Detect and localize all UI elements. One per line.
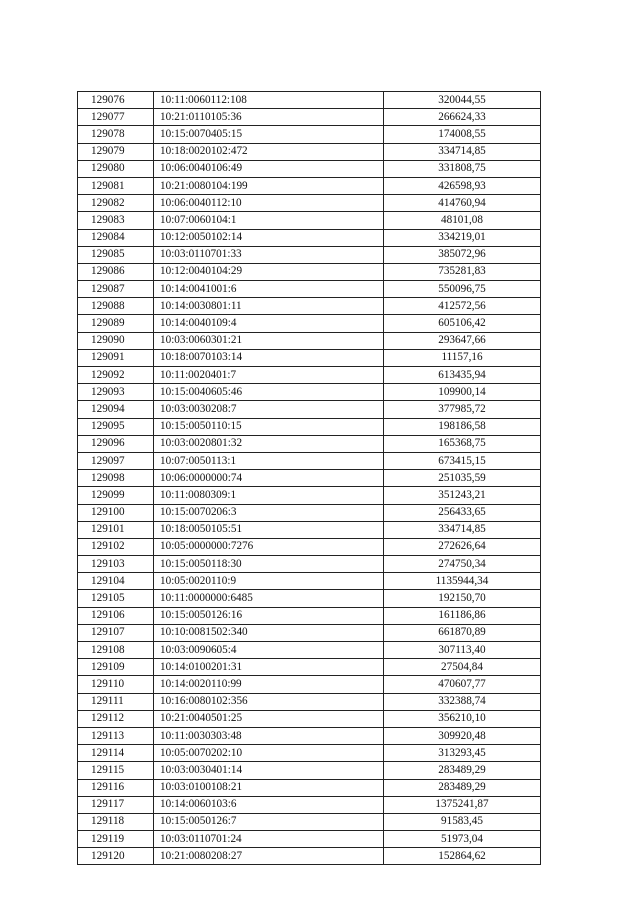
table-row [78, 556, 541, 573]
row-number-cell: 129093 [78, 384, 154, 401]
row-number-cell: 129111 [78, 693, 154, 710]
table-row [78, 590, 541, 607]
cadastral-value-cell: 1375241,87 [384, 796, 541, 813]
cadastral-number-cell: 10:11:0000000:6485 [154, 590, 384, 607]
cadastral-value-cell: 48101,08 [384, 212, 541, 229]
row-number-cell: 129105 [78, 590, 154, 607]
cadastral-value-cell: 198186,58 [384, 418, 541, 435]
table-row [78, 332, 541, 349]
table-row [78, 298, 541, 315]
cadastral-number-cell: 10:15:0070206:3 [154, 504, 384, 521]
row-number-cell: 129120 [78, 848, 154, 865]
table-row [78, 281, 541, 298]
cadastral-number-cell: 10:14:0060103:6 [154, 796, 384, 813]
row-number-cell: 129117 [78, 796, 154, 813]
table-body [78, 92, 541, 865]
table-row [78, 418, 541, 435]
row-number-cell: 129110 [78, 676, 154, 693]
cadastral-number-cell: 10:15:0050118:30 [154, 556, 384, 573]
table-row [78, 762, 541, 779]
table-row [78, 401, 541, 418]
cadastral-number-cell: 10:11:0080309:1 [154, 487, 384, 504]
cadastral-number-cell: 10:03:0090605:4 [154, 642, 384, 659]
cadastral-number-cell: 10:21:0080208:27 [154, 848, 384, 865]
table-row [78, 676, 541, 693]
cadastral-value-cell: 165368,75 [384, 435, 541, 452]
table-row [78, 126, 541, 143]
row-number-cell: 129116 [78, 779, 154, 796]
cadastral-number-cell: 10:21:0040501:25 [154, 710, 384, 727]
table-row [78, 642, 541, 659]
cadastral-value-cell: 334219,01 [384, 229, 541, 246]
table-row [78, 831, 541, 848]
row-number-cell: 129092 [78, 367, 154, 384]
table-row [78, 263, 541, 280]
cadastral-value-cell: 109900,14 [384, 384, 541, 401]
row-number-cell: 129102 [78, 538, 154, 555]
table-row [78, 813, 541, 830]
row-number-cell: 129098 [78, 470, 154, 487]
table-row [78, 521, 541, 538]
cadastral-value-cell: 385072,96 [384, 246, 541, 263]
row-number-cell: 129118 [78, 813, 154, 830]
table-row [78, 212, 541, 229]
table-row [78, 177, 541, 194]
cadastral-number-cell: 10:21:0110105:36 [154, 109, 384, 126]
cadastral-number-cell: 10:07:0050113:1 [154, 452, 384, 469]
cadastral-number-cell: 10:06:0040112:10 [154, 195, 384, 212]
table-row [78, 573, 541, 590]
row-number-cell: 129113 [78, 727, 154, 744]
cadastral-number-cell: 10:12:0050102:14 [154, 229, 384, 246]
table-row [78, 246, 541, 263]
row-number-cell: 129076 [78, 92, 154, 109]
cadastral-number-cell: 10:05:0020110:9 [154, 573, 384, 590]
row-number-cell: 129081 [78, 177, 154, 194]
table-row [78, 796, 541, 813]
cadastral-number-cell: 10:11:0020401:7 [154, 367, 384, 384]
cadastral-value-cell: 272626,64 [384, 538, 541, 555]
table-row [78, 607, 541, 624]
cadastral-number-cell: 10:21:0080104:199 [154, 177, 384, 194]
cadastral-value-cell: 11157,16 [384, 349, 541, 366]
cadastral-value-cell: 313293,45 [384, 745, 541, 762]
cadastral-number-cell: 10:14:0030801:11 [154, 298, 384, 315]
row-number-cell: 129087 [78, 281, 154, 298]
row-number-cell: 129112 [78, 710, 154, 727]
cadastral-number-cell: 10:03:0030208:7 [154, 401, 384, 418]
row-number-cell: 129096 [78, 435, 154, 452]
table-row [78, 745, 541, 762]
table-row [78, 435, 541, 452]
row-number-cell: 129107 [78, 624, 154, 641]
row-number-cell: 129101 [78, 521, 154, 538]
table-row [78, 848, 541, 865]
cadastral-value-cell: 251035,59 [384, 470, 541, 487]
cadastral-number-cell: 10:15:0070405:15 [154, 126, 384, 143]
cadastral-value-cell: 470607,77 [384, 676, 541, 693]
cadastral-number-cell: 10:16:0080102:356 [154, 693, 384, 710]
cadastral-value-cell: 266624,33 [384, 109, 541, 126]
cadastral-value-cell: 27504,84 [384, 659, 541, 676]
cadastral-value-cell: 161186,86 [384, 607, 541, 624]
cadastral-number-cell: 10:18:0020102:472 [154, 143, 384, 160]
cadastral-number-cell: 10:14:0041001:6 [154, 281, 384, 298]
cadastral-value-cell: 307113,40 [384, 642, 541, 659]
row-number-cell: 129095 [78, 418, 154, 435]
table-row [78, 349, 541, 366]
cadastral-value-cell: 192150,70 [384, 590, 541, 607]
cadastral-value-cell: 283489,29 [384, 779, 541, 796]
table-row [78, 727, 541, 744]
cadastral-number-cell: 10:03:0020801:32 [154, 435, 384, 452]
cadastral-value-cell: 91583,45 [384, 813, 541, 830]
row-number-cell: 129083 [78, 212, 154, 229]
row-number-cell: 129086 [78, 263, 154, 280]
cadastral-number-cell: 10:15:0050126:7 [154, 813, 384, 830]
table-row [78, 659, 541, 676]
row-number-cell: 129079 [78, 143, 154, 160]
table-row [78, 92, 541, 109]
cadastral-value-cell: 174008,55 [384, 126, 541, 143]
table-row [78, 779, 541, 796]
cadastral-number-cell: 10:15:0050110:15 [154, 418, 384, 435]
table-row [78, 538, 541, 555]
cadastral-value-cell: 426598,93 [384, 177, 541, 194]
cadastral-number-cell: 10:14:0040109:4 [154, 315, 384, 332]
cadastral-value-cell: 735281,83 [384, 263, 541, 280]
table-row [78, 452, 541, 469]
cadastral-value-cell: 332388,74 [384, 693, 541, 710]
cadastral-number-cell: 10:18:0050105:51 [154, 521, 384, 538]
table-row [78, 384, 541, 401]
cadastral-number-cell: 10:06:0000000:74 [154, 470, 384, 487]
table-row [78, 229, 541, 246]
cadastral-value-cell: 1135944,34 [384, 573, 541, 590]
cadastral-value-cell: 334714,85 [384, 143, 541, 160]
row-number-cell: 129097 [78, 452, 154, 469]
cadastral-value-cell: 293647,66 [384, 332, 541, 349]
cadastral-value-table [77, 91, 541, 865]
row-number-cell: 129088 [78, 298, 154, 315]
cadastral-number-cell: 10:14:0020110:99 [154, 676, 384, 693]
cadastral-number-cell: 10:15:0050126:16 [154, 607, 384, 624]
cadastral-number-cell: 10:05:0070202:10 [154, 745, 384, 762]
cadastral-value-cell: 152864,62 [384, 848, 541, 865]
cadastral-number-cell: 10:11:0030303:48 [154, 727, 384, 744]
table-row [78, 143, 541, 160]
cadastral-value-cell: 605106,42 [384, 315, 541, 332]
row-number-cell: 129077 [78, 109, 154, 126]
row-number-cell: 129119 [78, 831, 154, 848]
cadastral-value-cell: 550096,75 [384, 281, 541, 298]
cadastral-value-cell: 274750,34 [384, 556, 541, 573]
row-number-cell: 129099 [78, 487, 154, 504]
cadastral-value-cell: 309920,48 [384, 727, 541, 744]
row-number-cell: 129104 [78, 573, 154, 590]
cadastral-value-cell: 331808,75 [384, 160, 541, 177]
table-row [78, 315, 541, 332]
cadastral-value-cell: 320044,55 [384, 92, 541, 109]
row-number-cell: 129089 [78, 315, 154, 332]
table-row [78, 160, 541, 177]
cadastral-number-cell: 10:06:0040106:49 [154, 160, 384, 177]
table-row [78, 195, 541, 212]
cadastral-value-cell: 673415,15 [384, 452, 541, 469]
cadastral-value-cell: 256433,65 [384, 504, 541, 521]
cadastral-number-cell: 10:03:0030401:14 [154, 762, 384, 779]
cadastral-value-cell: 356210,10 [384, 710, 541, 727]
table-row [78, 693, 541, 710]
cadastral-number-cell: 10:03:0100108:21 [154, 779, 384, 796]
cadastral-number-cell: 10:07:0060104:1 [154, 212, 384, 229]
row-number-cell: 129115 [78, 762, 154, 779]
cadastral-value-cell: 661870,89 [384, 624, 541, 641]
cadastral-number-cell: 10:14:0100201:31 [154, 659, 384, 676]
cadastral-value-cell: 377985,72 [384, 401, 541, 418]
cadastral-number-cell: 10:03:0110701:24 [154, 831, 384, 848]
row-number-cell: 129084 [78, 229, 154, 246]
table-row [78, 487, 541, 504]
table-row [78, 109, 541, 126]
row-number-cell: 129106 [78, 607, 154, 624]
cadastral-number-cell: 10:05:0000000:7276 [154, 538, 384, 555]
table-row [78, 710, 541, 727]
row-number-cell: 129109 [78, 659, 154, 676]
cadastral-number-cell: 10:18:0070103:14 [154, 349, 384, 366]
cadastral-number-cell: 10:10:0081502:340 [154, 624, 384, 641]
cadastral-value-cell: 334714,85 [384, 521, 541, 538]
row-number-cell: 129103 [78, 556, 154, 573]
row-number-cell: 129078 [78, 126, 154, 143]
cadastral-value-cell: 412572,56 [384, 298, 541, 315]
cadastral-value-cell: 414760,94 [384, 195, 541, 212]
row-number-cell: 129082 [78, 195, 154, 212]
cadastral-number-cell: 10:12:0040104:29 [154, 263, 384, 280]
row-number-cell: 129108 [78, 642, 154, 659]
cadastral-value-cell: 51973,04 [384, 831, 541, 848]
cadastral-value-cell: 351243,21 [384, 487, 541, 504]
row-number-cell: 129080 [78, 160, 154, 177]
table-row [78, 624, 541, 641]
cadastral-value-cell: 283489,29 [384, 762, 541, 779]
row-number-cell: 129100 [78, 504, 154, 521]
table-row [78, 367, 541, 384]
table-row [78, 504, 541, 521]
cadastral-number-cell: 10:11:0060112:108 [154, 92, 384, 109]
row-number-cell: 129114 [78, 745, 154, 762]
row-number-cell: 129091 [78, 349, 154, 366]
row-number-cell: 129090 [78, 332, 154, 349]
cadastral-value-cell: 613435,94 [384, 367, 541, 384]
cadastral-number-cell: 10:03:0060301:21 [154, 332, 384, 349]
cadastral-number-cell: 10:03:0110701:33 [154, 246, 384, 263]
table-row [78, 470, 541, 487]
row-number-cell: 129085 [78, 246, 154, 263]
row-number-cell: 129094 [78, 401, 154, 418]
cadastral-number-cell: 10:15:0040605:46 [154, 384, 384, 401]
